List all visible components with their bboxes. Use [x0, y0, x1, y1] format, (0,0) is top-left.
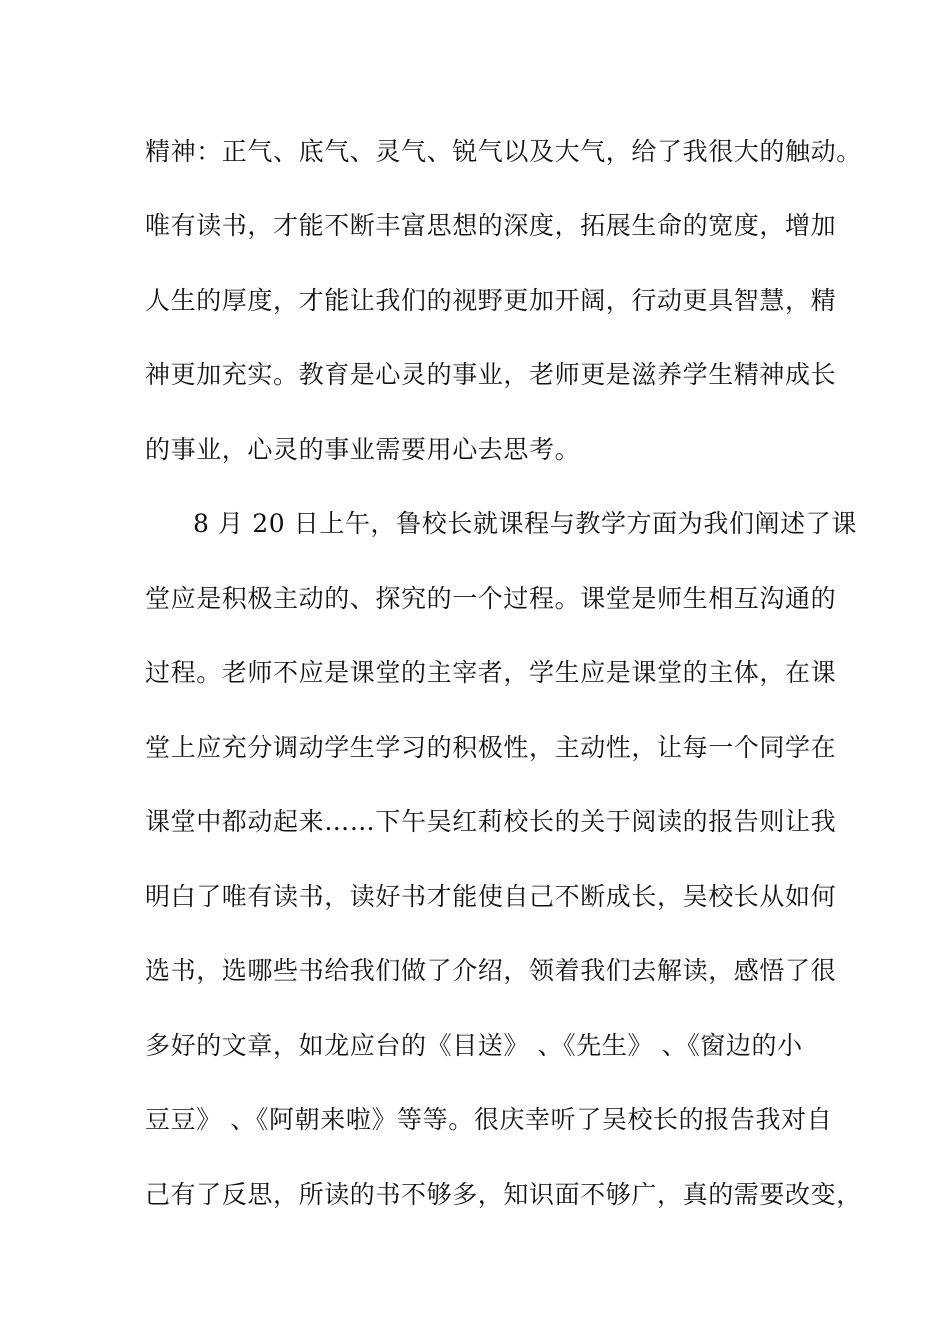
paragraph-line: 堂应是积极主动的、探究的一个过程。课堂是师生相互沟通的 [145, 584, 837, 613]
paragraph-line: 过程。老师不应是课堂的主宰者，学生应是课堂的主体，在课 [145, 658, 837, 687]
paragraph-line: 己有了反思，所读的书不够多，知识面不够广，真的需要改变， [145, 1180, 862, 1209]
paragraph-line: 堂上应充分调动学生学习的积极性，主动性，让每一个同学在 [145, 733, 837, 762]
paragraph-line: 的事业，心灵的事业需要用心去思考。 [145, 435, 581, 464]
paragraph-line: 多好的文章，如龙应台的《目送》 、《先生》 、《窗边的小 [145, 1031, 803, 1060]
paragraph-line: 精神：正气、底气、灵气、锐气以及大气，给了我很大的触动。 [145, 137, 862, 166]
paragraph-line: 选书，选哪些书给我们做了介绍，领着我们去解读，感悟了很 [145, 956, 837, 985]
paragraph-line: 豆豆》 、《阿朝来啦》等等。很庆幸听了吴校长的报告我对自 [145, 1105, 833, 1134]
paragraph-line: 8 月 20 日上午，鲁校长就课程与教学方面为我们阐述了课 [193, 509, 857, 538]
paragraph-line: 唯有读书，才能不断丰富思想的深度，拓展生命的宽度，增加 [145, 211, 837, 240]
paragraph-line: 人生的厚度，才能让我们的视野更加开阔，行动更具智慧，精 [145, 286, 837, 315]
paragraph-line: 神更加充实。教育是心灵的事业，老师更是滋养学生精神成长 [145, 360, 837, 389]
paragraph-line: 课堂中都动起来……下午吴红莉校长的关于阅读的报告则让我 [145, 807, 837, 836]
paragraph-line: 明白了唯有读书，读好书才能使自己不断成长，吴校长从如何 [145, 882, 837, 911]
